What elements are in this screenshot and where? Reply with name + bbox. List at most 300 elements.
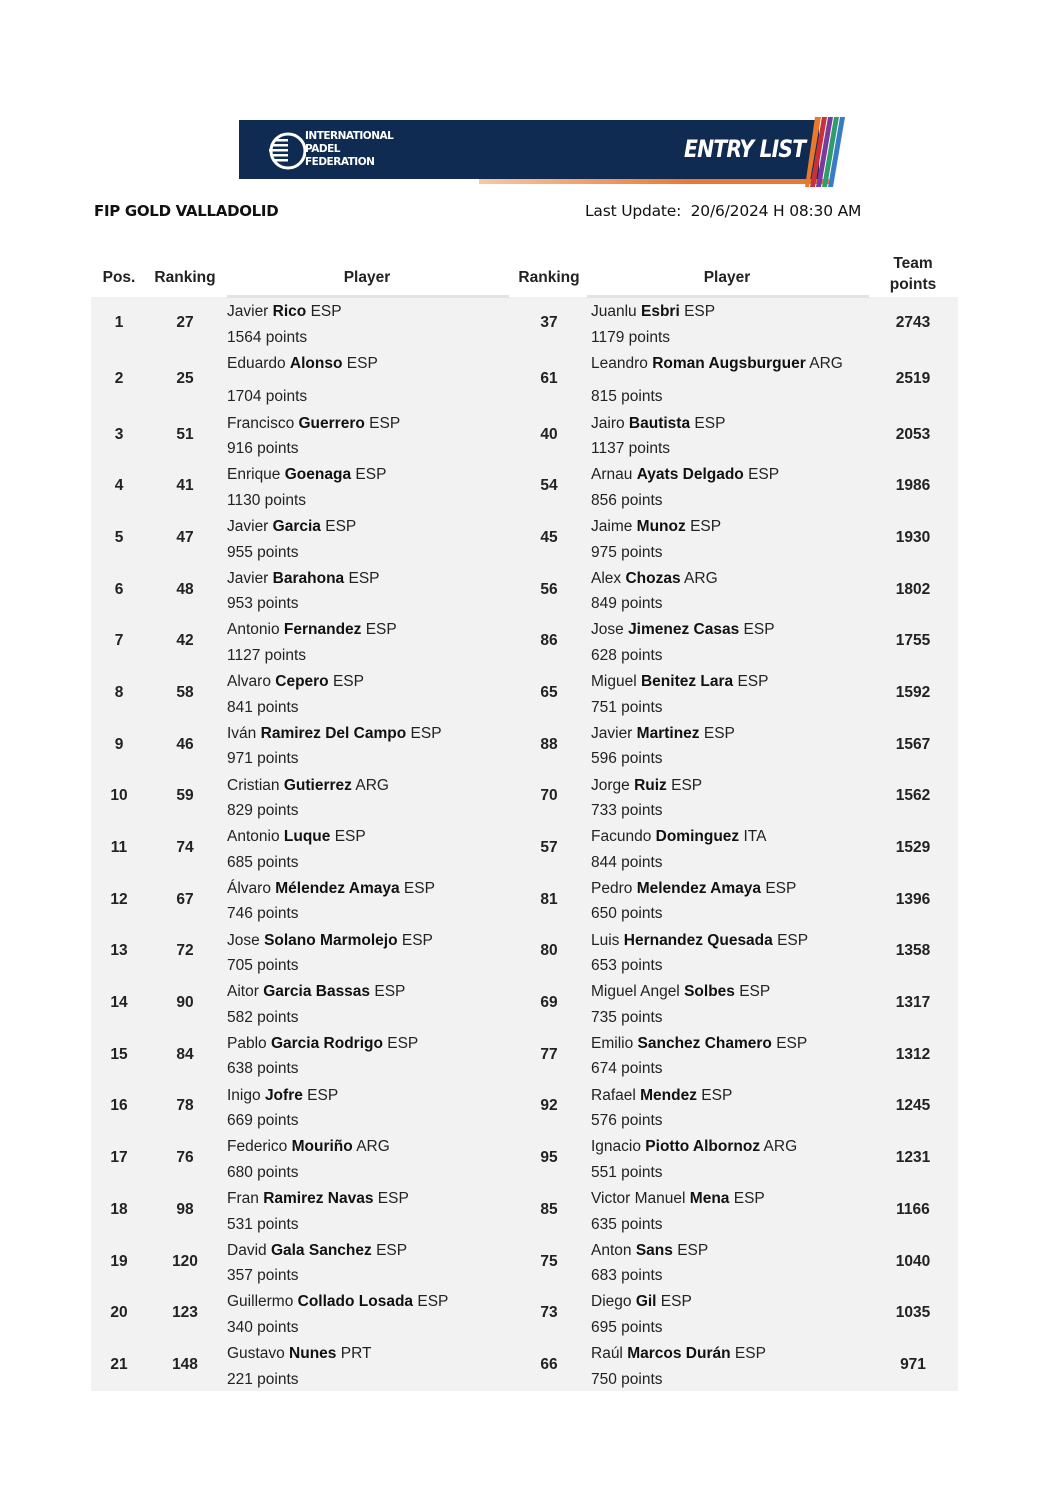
ranking-cell: 78: [176, 1097, 194, 1115]
federation-name-line: INTERNATIONAL: [305, 130, 394, 142]
position-cell: 11: [110, 839, 128, 857]
team-points-cell: 2743: [895, 313, 931, 331]
player-points: 596 points: [591, 750, 663, 768]
ranking-cell: 75: [540, 1252, 558, 1270]
header-team-points: [871, 253, 955, 295]
player-last-name: Hernandez Quesada: [623, 931, 773, 949]
player-cell: [227, 1083, 338, 1134]
table-row: [91, 667, 958, 719]
player-name: [591, 1293, 692, 1310]
player-cell: [227, 1289, 448, 1340]
player-name: [227, 880, 435, 897]
table-row: [91, 1081, 958, 1133]
player-first-name: Leandro: [591, 354, 648, 372]
player-last-name: Mélendez Amaya: [275, 879, 400, 897]
ranking-cell: 95: [540, 1149, 558, 1167]
ranking-cell: 69: [540, 994, 558, 1012]
player-nationality: ESP: [701, 1086, 733, 1104]
player-cell: [227, 669, 364, 720]
last-update: Last Update: 20/6/2024 H 08:30 AM: [585, 202, 862, 220]
player-nationality: ESP: [369, 414, 401, 432]
player-points: 680 points: [227, 1163, 299, 1181]
player-nationality: ESP: [325, 518, 357, 536]
player-cell: [591, 1031, 807, 1082]
position-cell: 17: [110, 1149, 128, 1167]
player-cell: [227, 979, 405, 1030]
ranking-cell: 46: [176, 735, 194, 753]
player-first-name: Jose: [591, 621, 624, 639]
team-points-cell: 2053: [895, 425, 931, 443]
player-points: 1130 points: [227, 491, 306, 509]
entry-list-banner: [239, 113, 846, 192]
player-nationality: ARG: [355, 776, 389, 794]
table-row: [91, 926, 958, 978]
player-points: 683 points: [591, 1267, 663, 1285]
player-nationality: ESP: [387, 1034, 419, 1052]
player-cell: [591, 299, 715, 350]
player-points: 1127 points: [227, 646, 306, 664]
ranking-cell: 25: [176, 369, 194, 387]
player-last-name: Chozas: [625, 569, 681, 587]
player-last-name: Marcos Durán: [627, 1345, 731, 1363]
player-name: [591, 621, 775, 638]
player-nationality: ESP: [417, 1293, 449, 1311]
player-name: [591, 1138, 797, 1155]
player-name: [591, 828, 766, 845]
player-first-name: Rafael: [591, 1086, 636, 1104]
player-name: [227, 1190, 409, 1207]
player-cell: [591, 617, 775, 668]
player-nationality: ARG: [356, 1138, 390, 1156]
player-nationality: ESP: [334, 828, 366, 846]
player-cell: [227, 411, 400, 462]
position-cell: 13: [110, 942, 128, 960]
team-points-cell: 2519: [895, 369, 931, 387]
player-last-name: Ramirez Del Campo: [260, 724, 407, 742]
player-last-name: Rico: [272, 303, 307, 320]
player-first-name: Jose: [227, 931, 260, 949]
player-nationality: ESP: [777, 931, 809, 949]
position-cell: 19: [110, 1252, 128, 1270]
player-name: [591, 983, 770, 1000]
player-first-name: David: [227, 1241, 267, 1259]
player-cell: [591, 979, 770, 1030]
team-points-cell: 1930: [895, 528, 931, 546]
player-name: [591, 777, 702, 794]
player-points: 751 points: [591, 698, 663, 716]
player-name: [227, 983, 405, 1000]
fip-logo-icon: [266, 129, 306, 173]
player-last-name: Dominguez: [655, 828, 740, 846]
player-name: [227, 1293, 448, 1310]
player-points: 1564 points: [227, 328, 308, 346]
player-last-name: Garcia Rodrigo: [270, 1034, 383, 1052]
player-nationality: ESP: [694, 414, 726, 432]
player-name: [227, 355, 378, 372]
player-nationality: ESP: [671, 776, 703, 794]
event-name: FIP GOLD VALLADOLID: [94, 202, 279, 220]
header-ranking: Ranking: [154, 269, 216, 286]
player-nationality: ESP: [377, 1190, 409, 1207]
player-first-name: Federico: [227, 1138, 288, 1156]
position-cell: 9: [114, 735, 124, 753]
position-cell: 20: [110, 1304, 128, 1322]
player-cell: [227, 1031, 418, 1082]
ranking-cell: 45: [540, 528, 558, 546]
team-points-cell: 1592: [895, 683, 931, 701]
player-cell: [227, 566, 380, 617]
table-row: [91, 349, 958, 409]
table-row: [91, 874, 958, 926]
table-row: [91, 1132, 958, 1184]
player-points: 582 points: [227, 1008, 299, 1026]
ranking-cell: 51: [176, 425, 194, 443]
player-nationality: ESP: [376, 1241, 408, 1259]
ranking-cell: 84: [176, 1045, 194, 1063]
position-cell: 18: [110, 1200, 128, 1218]
ranking-cell: 88: [540, 735, 558, 753]
player-points: 849 points: [591, 595, 663, 613]
player-cell: [227, 1238, 407, 1289]
player-points: 955 points: [227, 543, 299, 561]
player-cell: [227, 721, 442, 772]
player-name: [227, 621, 397, 638]
player-nationality: ESP: [765, 879, 797, 897]
player-points: 1137 points: [591, 440, 670, 458]
header-pos: Pos.: [102, 269, 136, 286]
ranking-cell: 66: [540, 1355, 558, 1373]
ranking-cell: 90: [176, 994, 194, 1012]
player-first-name: Fran: [227, 1190, 259, 1207]
player-last-name: Solano Marmolejo: [264, 931, 398, 949]
ranking-cell: 58: [176, 683, 194, 701]
player-nationality: ESP: [748, 466, 780, 484]
player-points: 221 points: [227, 1370, 299, 1388]
player-cell: [591, 1238, 708, 1289]
player-first-name: Álvaro: [227, 879, 271, 897]
position-cell: 16: [110, 1097, 128, 1115]
player-first-name: Diego: [591, 1293, 632, 1311]
player-cell: [591, 928, 808, 979]
table-row: [91, 512, 958, 564]
player-nationality: ESP: [310, 303, 342, 320]
player-name: [591, 673, 768, 690]
player-cell: [227, 928, 433, 979]
player-nationality: ESP: [690, 518, 722, 536]
player-last-name: Ruiz: [634, 776, 667, 794]
player-points: 856 points: [591, 491, 663, 509]
ranking-cell: 41: [176, 477, 194, 495]
player-name: [227, 932, 433, 949]
player-name: [591, 1190, 765, 1207]
player-name: [591, 466, 779, 483]
ranking-cell: 56: [540, 580, 558, 598]
table-row: [91, 1287, 958, 1339]
table-row: [91, 719, 958, 771]
position-cell: 4: [114, 477, 124, 495]
player-last-name: Bautista: [628, 414, 691, 432]
player-first-name: Raúl: [591, 1345, 623, 1363]
player-cell: [227, 351, 378, 410]
player-cell: [591, 411, 725, 462]
table-row: [91, 1184, 958, 1236]
position-cell: 7: [114, 632, 124, 650]
player-cell: [591, 1289, 692, 1340]
player-points: 916 points: [227, 440, 299, 458]
player-nationality: ESP: [355, 466, 387, 484]
player-points: 576 points: [591, 1112, 663, 1130]
player-last-name: Sanchez Chamero: [637, 1034, 772, 1052]
player-last-name: Luque: [283, 828, 331, 846]
table-header: [91, 253, 958, 297]
player-points: 357 points: [227, 1267, 299, 1285]
player-nationality: ESP: [733, 1190, 765, 1207]
player-points: 674 points: [591, 1060, 663, 1078]
table-body: [91, 297, 958, 1391]
player-last-name: Guerrero: [298, 414, 365, 432]
player-nationality: ESP: [776, 1034, 808, 1052]
player-first-name: Jairo: [591, 414, 625, 432]
player-first-name: Jaime: [591, 518, 633, 536]
player-last-name: Jimenez Casas: [628, 621, 740, 639]
player-last-name: Alonso: [289, 354, 343, 372]
player-name: [591, 570, 718, 587]
ranking-cell: 98: [176, 1200, 194, 1218]
player-cell: [591, 1341, 766, 1392]
player-last-name: Gil: [635, 1293, 657, 1311]
player-nationality: ARG: [809, 354, 843, 372]
team-points-cell: 1245: [895, 1097, 931, 1115]
player-points: 750 points: [591, 1370, 663, 1388]
player-cell: [591, 1186, 765, 1237]
team-points-cell: 1562: [895, 787, 931, 805]
player-name: [227, 1087, 338, 1104]
player-points: 531 points: [227, 1215, 299, 1233]
player-name: [591, 880, 796, 897]
player-points: 705 points: [227, 957, 299, 975]
ranking-cell: 80: [540, 942, 558, 960]
player-name: [591, 932, 808, 949]
player-first-name: Eduardo: [227, 354, 286, 372]
player-name: [227, 1035, 418, 1052]
player-last-name: Ayats Delgado: [636, 466, 744, 484]
position-cell: 14: [110, 994, 128, 1012]
team-points-cell: 1035: [895, 1304, 931, 1322]
player-first-name: Inigo: [227, 1086, 261, 1104]
player-points: 638 points: [227, 1060, 299, 1078]
player-last-name: Cepero: [275, 673, 329, 691]
player-points: 653 points: [591, 957, 663, 975]
player-name: [227, 570, 380, 587]
position-cell: 2: [114, 369, 124, 387]
player-cell: [227, 617, 397, 668]
ranking-cell: 81: [540, 890, 558, 908]
player-last-name: Esbri: [641, 303, 680, 320]
player-last-name: Barahona: [272, 569, 345, 587]
player-first-name: Antonio: [227, 621, 280, 639]
player-last-name: Mouriño: [291, 1138, 353, 1156]
player-nationality: ESP: [677, 1241, 709, 1259]
ranking-cell: 92: [540, 1097, 558, 1115]
player-name: [227, 518, 356, 535]
banner-accent-stripe: [479, 179, 829, 184]
player-last-name: Gala Sanchez: [270, 1241, 372, 1259]
player-last-name: Mena: [689, 1190, 730, 1207]
player-name: [227, 415, 400, 432]
ranking-cell: 120: [172, 1252, 198, 1270]
player-last-name: Munoz: [636, 518, 686, 536]
ranking-cell: 65: [540, 683, 558, 701]
player-nationality: ESP: [401, 931, 433, 949]
player-name: [591, 1345, 766, 1362]
player-nationality: ESP: [365, 621, 397, 639]
position-cell: 21: [110, 1355, 128, 1373]
player-points: 628 points: [591, 646, 663, 664]
player-name: [591, 725, 735, 742]
player-last-name: Gutierrez: [283, 776, 352, 794]
table-row: [91, 409, 958, 461]
player-nationality: PRT: [340, 1345, 372, 1363]
player-name: [591, 355, 843, 372]
player-last-name: Piotto Albornoz: [645, 1138, 761, 1156]
player-last-name: Martinez: [636, 724, 700, 742]
player-points: 635 points: [591, 1215, 663, 1233]
player-nationality: ESP: [307, 1086, 339, 1104]
player-last-name: Fernandez: [283, 621, 362, 639]
player-nationality: ESP: [684, 303, 716, 320]
player-last-name: Garcia: [272, 518, 321, 536]
player-nationality: ESP: [410, 724, 442, 742]
ranking-cell: 77: [540, 1045, 558, 1063]
player-points: 815 points: [591, 388, 663, 406]
player-points: 971 points: [227, 750, 299, 768]
player-cell: [227, 1134, 390, 1185]
position-cell: 8: [114, 683, 124, 701]
player-first-name: Facundo: [591, 828, 652, 846]
ranking-cell: 123: [172, 1304, 198, 1322]
player-name: [227, 725, 442, 742]
player-cell: [591, 824, 766, 875]
player-last-name: Collado Losada: [297, 1293, 414, 1311]
player-cell: [591, 462, 779, 513]
player-points: 733 points: [591, 802, 663, 819]
table-row: [91, 460, 958, 512]
federation-name-line: FEDERATION: [305, 156, 375, 168]
player-points: 669 points: [227, 1112, 299, 1130]
player-name: [591, 415, 725, 432]
header-team-points-line: points: [889, 276, 937, 293]
player-first-name: Javier: [227, 518, 269, 536]
player-cell: [227, 514, 356, 565]
ranking-cell: 54: [540, 477, 558, 495]
table-row: [91, 615, 958, 667]
table-row: [91, 977, 958, 1029]
player-first-name: Jorge: [591, 776, 630, 794]
player-first-name: Javier: [591, 724, 633, 742]
header-team-points-line: Team: [893, 255, 933, 272]
header-player: Player: [703, 269, 751, 286]
player-nationality: ESP: [734, 1345, 766, 1363]
player-cell: [227, 1341, 371, 1392]
rainbow-stripes-icon: [805, 117, 845, 187]
player-points: 844 points: [591, 853, 663, 871]
player-name: [227, 303, 342, 320]
player-first-name: Enrique: [227, 466, 281, 484]
player-points: 1179 points: [591, 328, 670, 346]
player-name: [227, 1345, 371, 1362]
player-last-name: Sans: [635, 1241, 673, 1259]
header-ranking: Ranking: [518, 269, 580, 286]
player-nationality: ESP: [332, 673, 364, 691]
position-cell: 5: [114, 528, 124, 546]
player-first-name: Francisco: [227, 414, 295, 432]
player-first-name: Pedro: [591, 879, 633, 897]
player-points: 650 points: [591, 905, 663, 923]
player-points: 953 points: [227, 595, 299, 613]
player-name: [591, 1087, 732, 1104]
team-points-cell: 1312: [895, 1045, 931, 1063]
ranking-cell: 48: [176, 580, 194, 598]
team-points-cell: 1231: [895, 1149, 931, 1167]
position-cell: 15: [110, 1045, 128, 1063]
team-points-cell: 971: [900, 1355, 926, 1373]
player-last-name: Melendez Amaya: [636, 879, 762, 897]
player-first-name: Iván: [227, 724, 257, 742]
table-row: [91, 771, 958, 823]
player-nationality: ESP: [743, 621, 775, 639]
entry-list-title: ENTRY LIST: [684, 135, 806, 163]
header-player: Player: [343, 269, 391, 286]
player-first-name: Arnau: [591, 466, 633, 484]
player-cell: [591, 876, 796, 927]
team-points-cell: 1040: [895, 1252, 931, 1270]
player-nationality: ESP: [374, 983, 406, 1001]
player-cell: [227, 876, 435, 927]
player-points: 735 points: [591, 1008, 663, 1026]
table-row: [91, 297, 958, 349]
player-points: 685 points: [227, 853, 299, 871]
player-last-name: Solbes: [684, 983, 735, 1001]
team-points-cell: 1529: [895, 839, 931, 857]
player-first-name: Emilio: [591, 1034, 634, 1052]
player-cell: [591, 514, 721, 565]
player-nationality: ESP: [346, 354, 378, 372]
ranking-cell: 59: [176, 787, 194, 805]
player-cell: [591, 351, 843, 410]
federation-name-line: PADEL: [305, 143, 340, 155]
team-points-cell: 1358: [895, 942, 931, 960]
player-points: 746 points: [227, 905, 299, 923]
player-last-name: Benitez Lara: [640, 673, 734, 691]
player-name: [227, 673, 364, 690]
player-cell: [591, 566, 718, 617]
table-row: [91, 1339, 958, 1391]
player-first-name: Antonio: [227, 828, 280, 846]
player-name: [591, 518, 721, 535]
player-name: [591, 1035, 807, 1052]
player-cell: [227, 824, 366, 875]
player-nationality: ESP: [348, 569, 380, 587]
player-nationality: ESP: [739, 983, 771, 1001]
player-last-name: Ramirez Navas: [263, 1190, 374, 1207]
position-cell: 6: [114, 580, 124, 598]
entry-list-table: [91, 253, 958, 1391]
player-points: 829 points: [227, 802, 299, 819]
player-last-name: Garcia Bassas: [263, 983, 371, 1001]
player-first-name: Anton: [591, 1241, 632, 1259]
position-cell: 10: [110, 787, 128, 805]
player-cell: [591, 669, 768, 720]
